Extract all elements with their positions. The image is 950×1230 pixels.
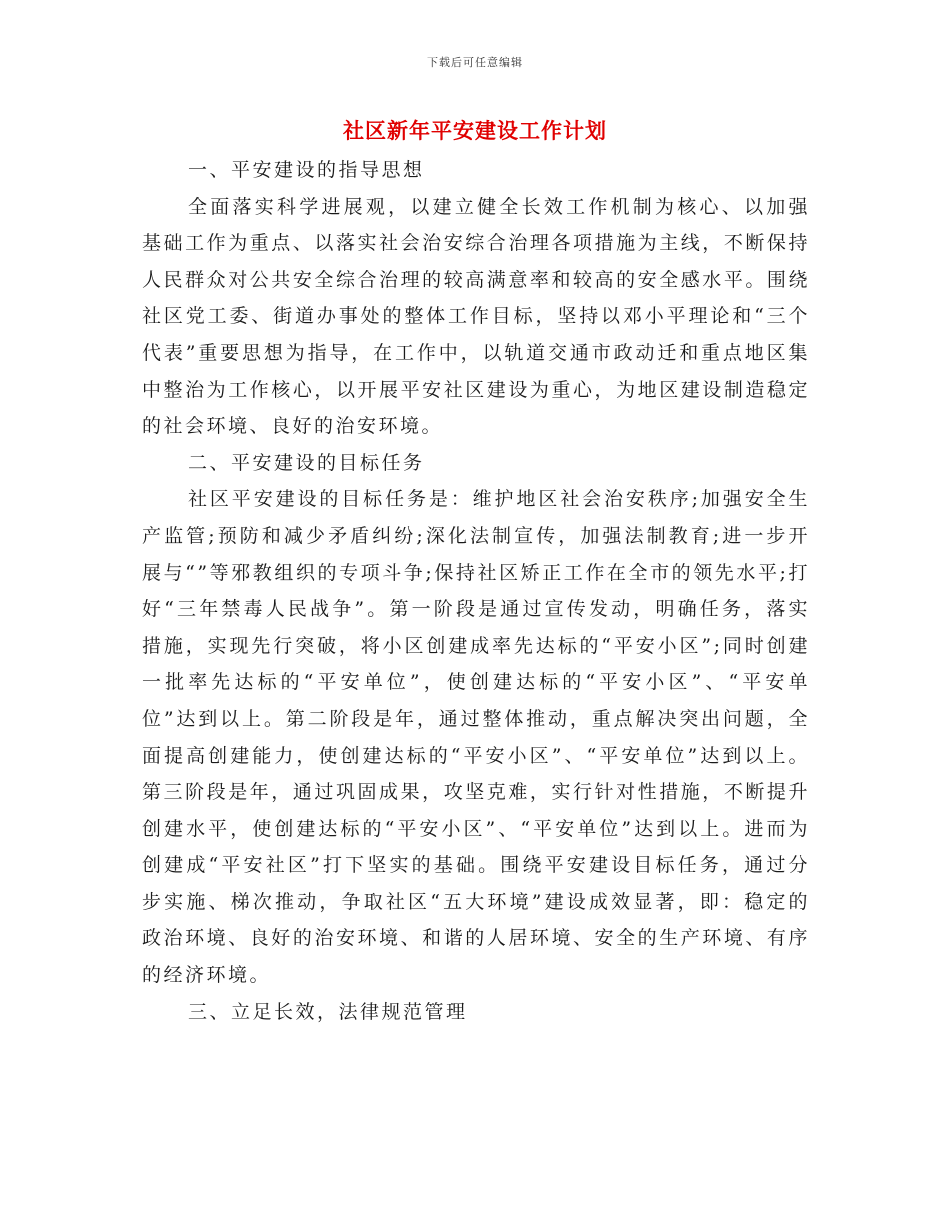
section-heading-2: 二、平安建设的目标任务 xyxy=(188,451,425,474)
document-body xyxy=(142,152,810,1030)
section-heading-3: 三、立足长效，法律规范管理 xyxy=(188,1000,468,1023)
section-paragraph-1: 全面落实科学进展观，以建立健全长效工作机制为核心、以加强基础工作为重点、以落实社会治安综合治理各项措施为主线，不断保持人民群众对公共安全综合治理的较高满意率和较高的安全感水平。围绕社区党工委、街道办事处的整体工作目标，坚持以邓小平理论和“三个代表”重要思想为指导，在工作中，以轨道交通市政动迁和重点地区集中整治为工作核心，以开展平安社区建设为重心，为地区建设制造稳定的社会环境、良好的治安环境。 xyxy=(142,195,810,438)
document-title: 社区新年平安建设工作计划 xyxy=(343,118,607,143)
header-note: 下载后可任意编辑 xyxy=(427,56,523,69)
section-heading-1: 一、平安建设的指导思想 xyxy=(188,159,425,181)
section-paragraph-2: 社区平安建设的目标任务是：维护地区社会治安秩序;加强安全生产监管;预防和减少矛盾纠纷;深化法制宣传，加强法制教育;进一步开展与“”等邪教组织的专项斗争;保持社区矫正工作在全市的领先水平;打好“三年禁毒人民战争”。第一阶段是通过宣传发动，明确任务，落实措施，实现先行突破，将小区创建成率先达标的“平安小区”;同时创建一批率先达标的“平安单位”，使创建达标的“平安小区”、“平安单位”达到以上。第二阶段是年，通过整体推动，重点解决突出问题，全面提高创建能力，使创建达标的“平安小区”、“平安单位”达到以上。第三阶段是年，通过巩固成果，攻坚克难，实行针对性措施，不断提升创建水平，使创建达标的“平安小区”、“平安单位”达到以上。进而为创建成“平安社区”打下坚实的基础。围绕平安建设目标任务，通过分步实施、梯次推动，争取社区“五大环境”建设成效显著，即：稳定的政治环境、良好的治安环境、和谐的人居环境、安全的生产环境、有序的经济环境。 xyxy=(142,488,810,987)
